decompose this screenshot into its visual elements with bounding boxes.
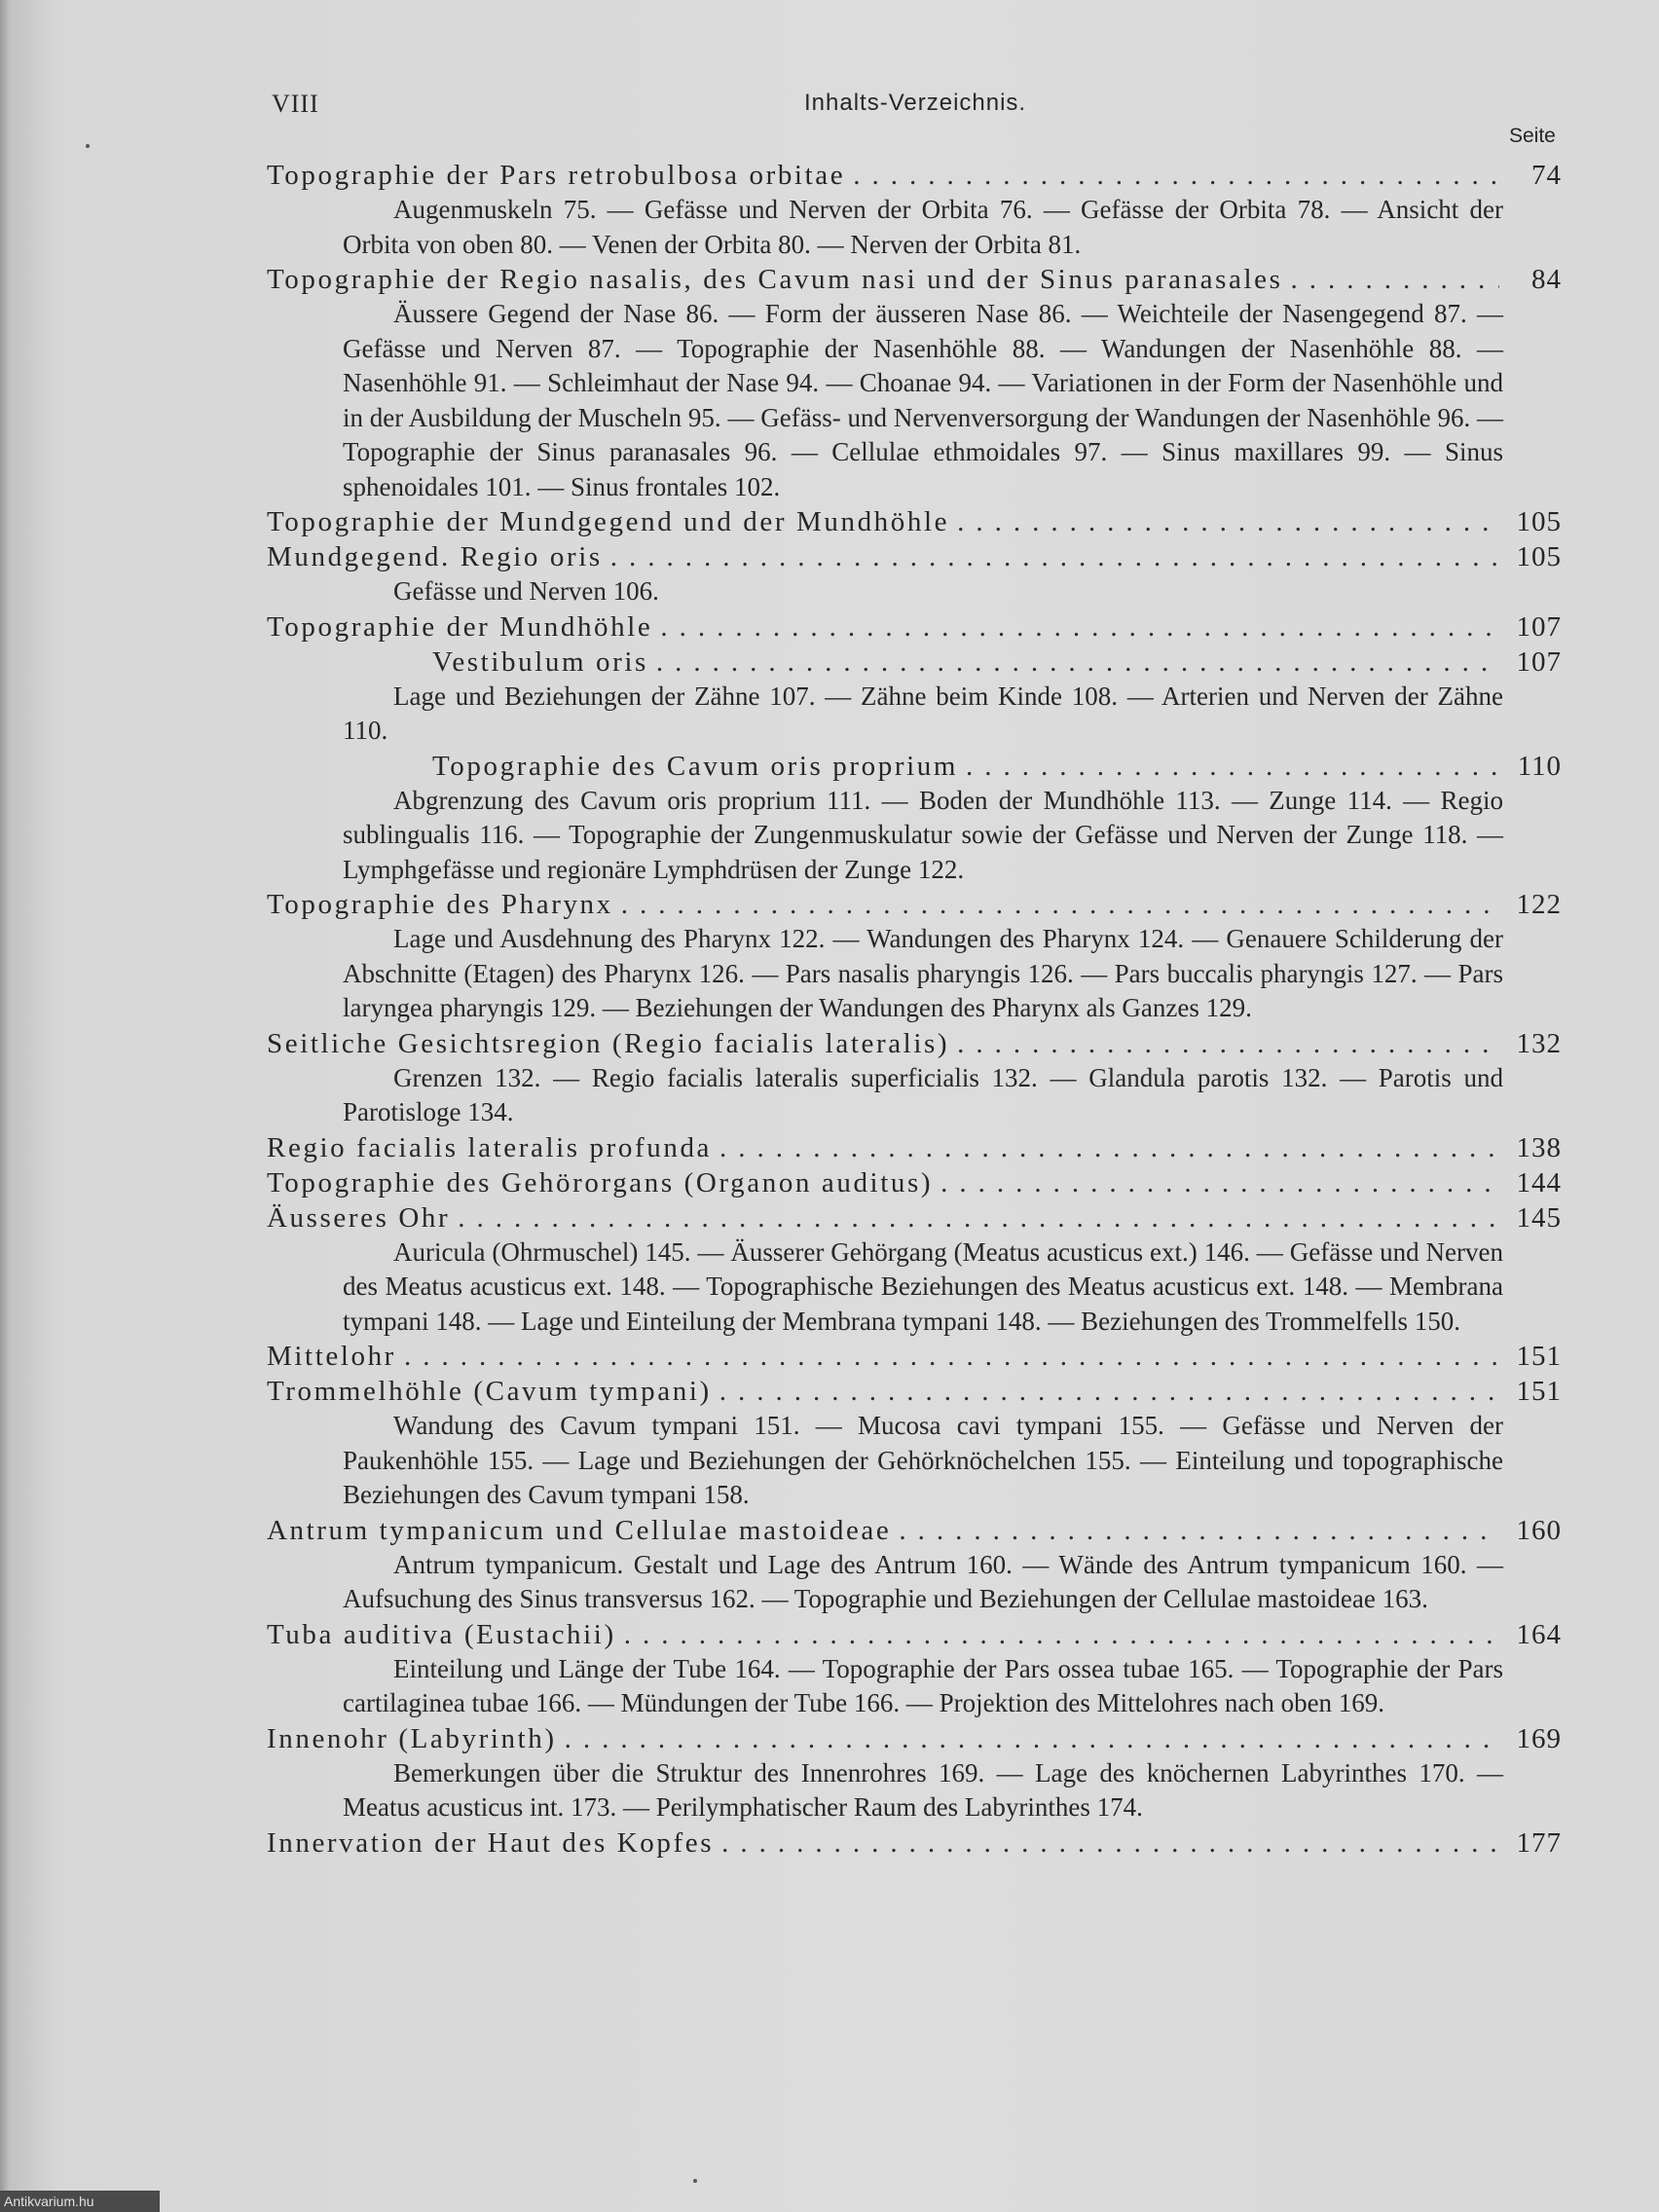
- leader-dots: [957, 1026, 1499, 1061]
- table-of-contents: [267, 158, 1562, 1861]
- toc-entry: [267, 1026, 1562, 1061]
- toc-entry-page: 74: [1531, 160, 1562, 191]
- toc-entry-title: Topographie der Mundhöhle: [267, 610, 653, 643]
- leader-dots: [660, 609, 1499, 645]
- leader-dots: [621, 887, 1499, 922]
- toc-entry-page: 107: [1516, 645, 1562, 678]
- leader-dots: [721, 1825, 1499, 1861]
- toc-entry: [267, 645, 1562, 680]
- toc-entry-title: Seitliche Gesichtsregion (Regio facialis lateralis): [267, 1027, 950, 1059]
- toc-entry-description: Lage und Beziehungen der Zähne 107. — Zähne beim Kinde 108. — Arterien und Nerven der Zähne 110.: [343, 681, 1503, 745]
- toc-entry-title: Antrum tympanicum und Cellulae mastoideae: [267, 1514, 892, 1546]
- toc-entry-description: Äussere Gegend der Nase 86. — Form der äusseren Nase 86. — Weichteile der Nasengegend 87. — Gefässe und Nerven 87. — Topographie der Nasenhöhle 88. — Wandungen der Nasenhöhle 88. — Nasenhöhle 91. — Schleimhaut der Nase 94. — Choanae 94. — Variationen in der Form der Nasenhöhle und in der Ausbildung der Muscheln 95. — Gefäss- und Nervenversorgung der Wandungen der Nasenhöhle 96. — Topographie der Sinus paranasales 96. — Cellulae ethmoidales 97. — Sinus maxillares 99. — Sinus sphenoidales 101. — Sinus frontales 102.: [343, 299, 1503, 501]
- toc-entry: [267, 1617, 1562, 1652]
- toc-entry-page: 164: [1516, 1618, 1562, 1650]
- toc-entry-page: 151: [1516, 1341, 1562, 1372]
- leader-dots: [610, 539, 1499, 574]
- leader-dots: [404, 1339, 1499, 1374]
- toc-entry-description: Lage und Ausdehnung des Pharynx 122. — Wandungen des Pharynx 124. — Genauere Schilderung der Abschnitte (Etagen) des Pharynx 126. — Pars nasalis pharyngis 126. — Pars buccalis pharyngis 127. — Pars laryngea pharyngis 129. — Beziehungen der Wandungen des Pharynx als Ganzes 129.: [343, 924, 1503, 1022]
- toc-entry-page: 105: [1516, 506, 1562, 537]
- toc-entry-title: Vestibulum oris: [432, 645, 648, 678]
- toc-entry-page: 169: [1516, 1722, 1562, 1754]
- toc-entry-page: 107: [1516, 610, 1562, 643]
- toc-entry-title: Mittelohr: [267, 1341, 396, 1372]
- toc-entry-title: Tuba auditiva (Eustachii): [267, 1618, 616, 1650]
- leader-dots: [624, 1617, 1499, 1652]
- toc-entry: [267, 1825, 1562, 1861]
- leader-dots: [1291, 262, 1499, 297]
- toc-entry-page: 145: [1516, 1201, 1562, 1234]
- toc-entry: [267, 158, 1562, 193]
- paper-speck: [86, 144, 90, 148]
- toc-entry: [267, 1513, 1562, 1548]
- toc-entry: [267, 539, 1562, 574]
- page-title: Inhalts-Verzeichnis.: [804, 90, 1027, 116]
- toc-entry-page: 177: [1516, 1826, 1562, 1859]
- paper-speck: [693, 2179, 697, 2183]
- toc-entry-title: Topographie des Gehörorgans (Organon auditus): [267, 1166, 934, 1198]
- toc-entry: [267, 609, 1562, 645]
- toc-entry-title: Trommelhöhle (Cavum tympani): [267, 1376, 712, 1407]
- toc-entry-title: Topographie des Pharynx: [267, 889, 613, 920]
- toc-entry-description: Augenmuskeln 75. — Gefässe und Nerven der Orbita 76. — Gefässe der Orbita 78. — Ansicht der Orbita von oben 80. — Venen der Orbita 80. — Nerven der Orbita 81.: [343, 195, 1503, 259]
- toc-entry: [267, 1721, 1562, 1756]
- toc-entry-title: Topographie der Regio nasalis, des Cavum nasi und der Sinus paranasales: [267, 264, 1283, 295]
- toc-entry-description: Antrum tympanicum. Gestalt und Lage des Antrum 160. — Wände des Antrum tympanicum 160. — Aufsuchung des Sinus transversus 162. — Topographie und Beziehungen der Cellulae mastoideae 163.: [343, 1549, 1503, 1613]
- toc-entry: [267, 262, 1562, 297]
- leader-dots: [719, 1130, 1499, 1165]
- toc-entry-description: Grenzen 132. — Regio facialis lateralis superficialis 132. — Glandula parotis 132. — Parotis und Parotisloge 134.: [343, 1062, 1503, 1126]
- toc-entry-title: Innervation der Haut des Kopfes: [267, 1826, 715, 1859]
- toc-entry: [267, 887, 1562, 922]
- toc-entry-page: 84: [1531, 264, 1562, 295]
- toc-entry-description: Bemerkungen über die Struktur des Innenrohres 169. — Lage des knöchernen Labyrinthes 170. — Meatus acusticus int. 173. — Perilymphatischer Raum des Labyrinthes 174.: [343, 1757, 1503, 1822]
- toc-entry: [267, 1165, 1562, 1200]
- toc-entry-description: Auricula (Ohrmuschel) 145. — Äusserer Gehörgang (Meatus acusticus ext.) 146. — Gefässe und Nerven des Meatus acusticus ext. 148. — Topographische Beziehungen des Meatus acusticus ext. 148. — Membrana tympani 148. — Lage und Einteilung der Membrana tympani 148. — Beziehungen des Trommelfells 150.: [343, 1236, 1503, 1336]
- toc-entry-title: Regio facialis lateralis profunda: [267, 1131, 713, 1163]
- toc-entry: [267, 1339, 1562, 1374]
- toc-entry-page: 138: [1516, 1131, 1562, 1163]
- toc-entry-title: Äusseres Ohr: [267, 1201, 451, 1234]
- leader-dots: [565, 1721, 1499, 1756]
- toc-entry: [267, 1374, 1562, 1409]
- toc-entry: [267, 504, 1562, 539]
- toc-entry-page: 151: [1516, 1376, 1562, 1407]
- toc-entry-title: Mundgegend. Regio oris: [267, 541, 603, 572]
- toc-entry: [267, 1130, 1562, 1165]
- toc-entry-description: Abgrenzung des Cavum oris proprium 111. — Boden der Mundhöhle 113. — Zunge 114. — Regio sublingualis 116. — Topographie der Zungenmuskulatur sowie der Gefässe und Nerven der Zunge 118. — Lymphgefässe und regionäre Lymphdrüsen der Zunge 122.: [343, 785, 1503, 884]
- leader-dots: [899, 1513, 1499, 1548]
- leader-dots: [458, 1200, 1499, 1235]
- toc-entry-description: Wandung des Cavum tympani 151. — Mucosa cavi tympani 155. — Gefässe und Nerven der Paukenhöhle 155. — Lage und Beziehungen der Gehörknöchelchen 155. — Einteilung und topographische Beziehungen des Cavum tympani 158.: [343, 1411, 1503, 1509]
- toc-entry-page: 110: [1517, 750, 1562, 782]
- leader-dots: [853, 158, 1499, 193]
- toc-entry-page: 144: [1516, 1166, 1562, 1198]
- leader-dots: [966, 749, 1499, 784]
- leader-dots: [719, 1374, 1499, 1409]
- toc-entry-title: Topographie der Mundgegend und der Mundhöhle: [267, 506, 950, 537]
- toc-entry-title: Innenohr (Labyrinth): [267, 1722, 557, 1754]
- toc-entry-page: 105: [1516, 541, 1562, 572]
- leader-dots: [940, 1165, 1499, 1200]
- toc-entry-description: Einteilung und Länge der Tube 164. — Topographie der Pars ossea tubae 165. — Topographie der Pars cartilaginea tubae 166. — Mündungen der Tube 166. — Projektion des Mittelohres nach oben 169.: [343, 1653, 1503, 1717]
- toc-entry: [267, 749, 1562, 784]
- toc-entry-description: Gefässe und Nerven 106.: [393, 576, 659, 606]
- leader-dots: [656, 645, 1499, 680]
- toc-entry-title: Topographie des Cavum oris proprium: [432, 750, 959, 782]
- toc-entry: [267, 1200, 1562, 1235]
- toc-entry-page: 160: [1516, 1514, 1562, 1546]
- page-number: VIII: [272, 90, 319, 118]
- toc-entry-page: 132: [1516, 1027, 1562, 1059]
- toc-entry-title: Topographie der Pars retrobulbosa orbitae: [267, 160, 846, 191]
- leader-dots: [957, 504, 1499, 539]
- page-column-label: Seite: [1509, 125, 1556, 147]
- toc-entry-page: 122: [1516, 889, 1562, 920]
- watermark: Antikvarium.hu: [0, 2191, 160, 2212]
